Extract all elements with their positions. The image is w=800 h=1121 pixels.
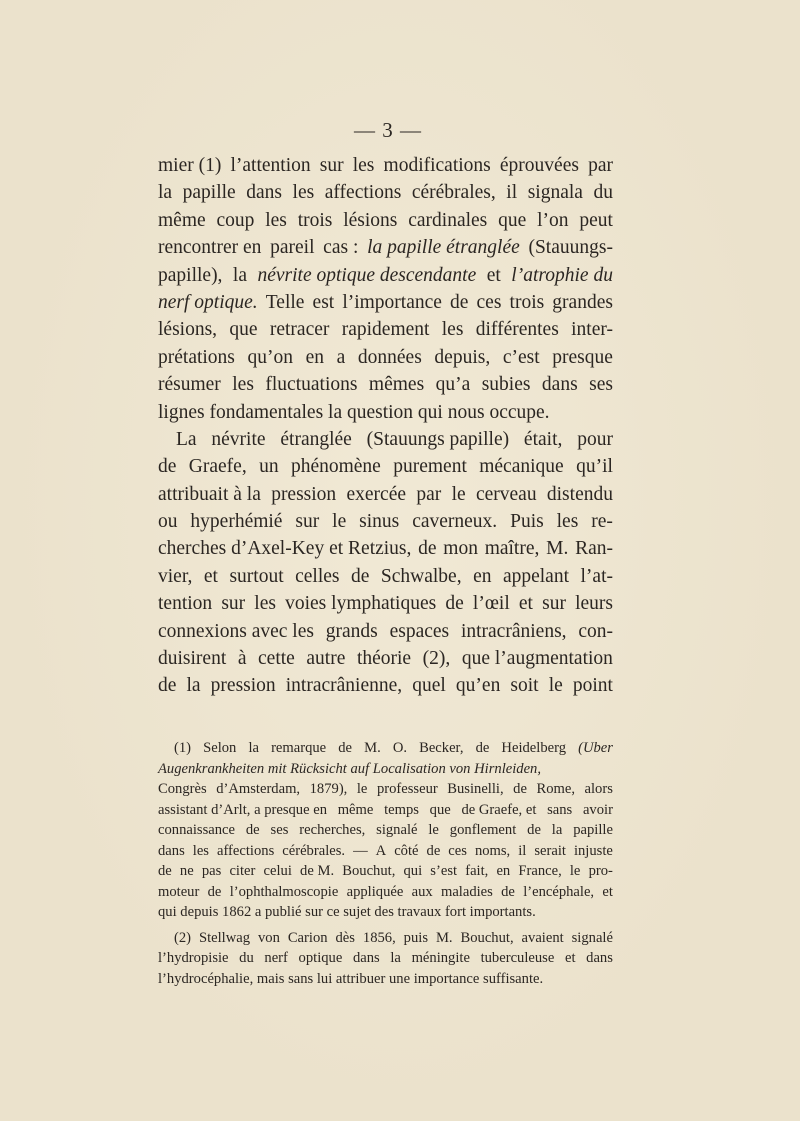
word: soit (510, 675, 539, 697)
word: — (353, 842, 368, 859)
word: nerf (264, 950, 288, 966)
word: nerf optique. (158, 291, 258, 313)
word: coup (216, 209, 255, 231)
text-line (158, 234, 613, 261)
word: phénomène (290, 456, 381, 478)
word: par (416, 483, 442, 505)
word: fluctuations (265, 374, 358, 396)
word: Ran- (575, 538, 613, 560)
text-line (158, 645, 613, 672)
word: et (203, 565, 218, 587)
word: professeur (376, 781, 438, 797)
word: (2), (422, 648, 451, 670)
word: les (254, 593, 276, 615)
text-line (158, 508, 613, 535)
word: a (336, 346, 346, 368)
footnotes-block (158, 738, 613, 989)
word: (2) (174, 929, 192, 946)
word: signalé (571, 929, 613, 946)
word: données (357, 346, 422, 368)
text-line (158, 453, 613, 480)
page-number: — 3 — (354, 118, 422, 142)
word: par (588, 155, 613, 176)
word: re- (591, 511, 613, 533)
word: aux (411, 883, 433, 900)
text-line (158, 618, 613, 645)
word: mêmes (368, 374, 425, 396)
word: que (429, 801, 451, 818)
word: surtout (229, 565, 284, 587)
word: l’on (537, 209, 569, 231)
word: gonflement (449, 822, 517, 838)
word: moteur (158, 883, 200, 900)
word: de (445, 593, 464, 615)
footnote-line (158, 738, 613, 759)
footnote-line (158, 882, 613, 903)
word: rencontrer en (158, 237, 262, 259)
word: les (292, 182, 315, 204)
word: est (312, 291, 335, 313)
word: qu’on (247, 346, 294, 368)
word: assistant d’Arlt, a presque en (158, 801, 327, 818)
word: ses (589, 374, 613, 396)
word: (Stauungs papille) (366, 428, 510, 450)
word: dans (586, 950, 613, 966)
word: La (176, 428, 197, 450)
word: pression (271, 483, 337, 505)
word: point (572, 675, 613, 697)
word: que (498, 209, 527, 231)
word: (1) (174, 740, 192, 756)
word: de (351, 565, 370, 587)
text-line (158, 563, 613, 590)
word: l’atrophie du (511, 264, 613, 286)
word: A (375, 842, 387, 859)
word: Graefe, (188, 456, 247, 478)
word: Puis (510, 511, 544, 533)
word: cérébrales, (411, 182, 496, 204)
word: l’hydropisie (158, 950, 229, 966)
footnote-line (158, 800, 613, 821)
word: ne (179, 863, 194, 879)
word: papille (182, 182, 236, 204)
word: intracrâniens, (460, 620, 567, 642)
word: de (245, 822, 260, 838)
word: d’Amsterdam, (216, 781, 301, 797)
word: affections (324, 182, 402, 204)
word: intracrânienne, (285, 675, 403, 697)
word: sur (542, 593, 566, 615)
word: puis (403, 929, 428, 946)
word: espaces (389, 620, 450, 642)
text-line (158, 535, 613, 562)
word: 1856, (362, 929, 396, 946)
word: signala (527, 182, 583, 204)
word: modifications (383, 155, 491, 176)
word: lésions, (158, 319, 218, 341)
word: connexions avec les (158, 620, 314, 642)
word: dans (352, 950, 380, 966)
word: dans (246, 182, 282, 204)
footnote-line (158, 820, 613, 841)
word: distendu (546, 483, 613, 505)
word: (Stauungs- (528, 237, 613, 259)
word: presque (552, 346, 613, 368)
word: papille (573, 822, 613, 838)
footnote-2 (158, 928, 613, 990)
word: avoir (582, 801, 613, 818)
word: de (158, 456, 177, 478)
word: qui depuis 1862 a publié sur ce sujet des travaux fort importants. (158, 904, 536, 920)
word: mon (443, 538, 478, 560)
word: dès (335, 929, 355, 946)
word: appliquée (346, 883, 404, 900)
word: 1879), (309, 781, 348, 797)
word: les (265, 209, 287, 231)
word: rapidement (341, 319, 430, 341)
footnote-line (158, 969, 613, 990)
text-line (158, 179, 613, 206)
word: cherches d’Axel-Key et Retzius, (158, 538, 412, 560)
word: exercée (346, 483, 407, 505)
word: du (239, 950, 254, 966)
word: Rome, (536, 781, 575, 797)
word: qu’en (455, 675, 501, 697)
word: ses (270, 822, 289, 838)
word: et (602, 883, 613, 900)
word: que (229, 319, 258, 341)
text-line (158, 262, 613, 289)
word: cérébrales. (282, 842, 346, 859)
footnote-line (158, 759, 613, 780)
word: depuis, (434, 346, 491, 368)
word: en (473, 565, 492, 587)
word: prétations (158, 346, 235, 368)
word: Selon (203, 740, 237, 756)
word: s’est (430, 863, 458, 879)
word: résumer (158, 374, 221, 396)
word: l’hydrocéphalie, mais sans lui attribuer une importance suffisante. (158, 970, 544, 987)
word: remarque (271, 740, 327, 756)
word: sans (547, 801, 573, 818)
word: qui (403, 863, 423, 879)
word: celui (263, 863, 292, 879)
word: avaient (521, 929, 564, 946)
word: le (548, 675, 563, 697)
word: cas : (323, 237, 359, 259)
text-line (158, 399, 613, 426)
word: éprouvées (499, 155, 579, 176)
word: que l’augmentation (461, 648, 613, 670)
word: la (248, 740, 259, 756)
word: était, (523, 428, 563, 450)
word: (Uber (578, 740, 613, 756)
text-line (158, 426, 613, 453)
footnote-line (158, 861, 613, 882)
footnote-line (158, 948, 613, 969)
word: fait, (465, 863, 489, 879)
word: les (352, 155, 375, 176)
main-text-block (158, 152, 613, 700)
word: injuste (573, 842, 613, 859)
word: vier, (158, 565, 193, 587)
word: le (569, 863, 581, 879)
word: Stellwag (198, 929, 251, 946)
word: alors (584, 781, 613, 797)
word: Heidelberg (501, 740, 566, 756)
word: pour (577, 428, 613, 450)
word: qu’a (435, 374, 471, 396)
word: connaissance (158, 822, 235, 838)
word: Bouchut, (460, 929, 514, 946)
word: dans (158, 842, 185, 859)
footnote-line (158, 902, 613, 923)
word: Carion (287, 929, 328, 946)
word: il (518, 842, 527, 859)
word: sur (295, 511, 320, 533)
word: voies lymphatiques (285, 593, 437, 615)
word: le (451, 483, 466, 505)
text-line (158, 289, 613, 316)
word: tuberculeuse (480, 950, 555, 966)
word: un (259, 456, 279, 478)
text-line (158, 207, 613, 234)
word: de (426, 842, 441, 859)
word: duisirent (158, 648, 227, 670)
word: peut (579, 209, 613, 231)
word: c’est (502, 346, 540, 368)
word: ces (448, 842, 467, 859)
word: névrite (211, 428, 266, 450)
word: les (441, 319, 464, 341)
word: de (475, 740, 490, 756)
word: von (257, 929, 280, 946)
word: tention (158, 593, 213, 615)
word: trois (297, 209, 333, 231)
word: maître, (484, 538, 540, 560)
word: quel (412, 675, 446, 697)
word: le (428, 822, 439, 838)
word: à (237, 648, 247, 670)
word: pro- (588, 863, 613, 879)
word: l’œil (472, 593, 510, 615)
word: Bouchut, (342, 863, 396, 879)
word: grands (325, 620, 378, 642)
word: optique (298, 950, 343, 966)
word: la (232, 264, 247, 286)
word: de Graefe, et (461, 801, 537, 818)
word: Becker, (419, 740, 464, 756)
word: cerveau (475, 483, 537, 505)
word: subies (481, 374, 531, 396)
word: les (232, 374, 254, 396)
word: qu’il (576, 456, 613, 478)
word: même (158, 209, 206, 231)
word: le (332, 511, 347, 533)
word: attribuait à la (158, 483, 261, 505)
word: caverneux. (412, 511, 498, 533)
word: sinus (359, 511, 400, 533)
word: les (556, 511, 579, 533)
word: sur (319, 155, 344, 176)
word: différentes (475, 319, 559, 341)
word: celles (295, 565, 340, 587)
word: l’ophthalmoscopie (229, 883, 339, 900)
text-line (158, 590, 613, 617)
word: cette (258, 648, 295, 670)
word: pas (201, 863, 222, 879)
word: M. (435, 929, 453, 946)
word: de M. (300, 863, 335, 879)
word: con- (578, 620, 613, 642)
word: l’at- (580, 565, 613, 587)
text-line (158, 371, 613, 398)
word: sur (221, 593, 246, 615)
word: Augenkrankheiten mit Rücksicht auf Localisation von Hirnleiden, (158, 760, 542, 777)
word: et (564, 950, 576, 966)
text-line (158, 344, 613, 371)
word: papille), (158, 264, 223, 286)
text-line (158, 152, 613, 179)
footnote-1 (158, 738, 613, 923)
footnote-line (158, 928, 613, 949)
text-line (158, 672, 613, 699)
word: le (356, 781, 368, 797)
word: Congrès (158, 781, 207, 797)
word: en (305, 346, 325, 368)
word: serait (534, 842, 566, 859)
word: affections (216, 842, 275, 859)
word: pression (210, 675, 276, 697)
word: hyperhémié (190, 511, 283, 533)
word: cardinales (408, 209, 488, 231)
word: mier (1) (158, 155, 222, 176)
word: les (192, 842, 209, 859)
word: de (527, 822, 541, 838)
word: ces (476, 291, 502, 313)
word: Schwalbe, (380, 565, 462, 587)
word: de (158, 863, 172, 879)
word: en (496, 863, 511, 879)
word: l’encéphale, (523, 883, 595, 900)
word: leurs (575, 593, 613, 615)
word: théorie (356, 648, 412, 670)
word: de (501, 883, 515, 900)
word: retracer (269, 319, 330, 341)
word: et (486, 264, 501, 286)
word: même (337, 801, 374, 818)
word: de (207, 883, 222, 900)
word: étranglée (280, 428, 352, 450)
word: temps (384, 801, 419, 818)
word: M. (546, 538, 569, 560)
word: M. (364, 740, 381, 756)
word: France, (518, 863, 562, 879)
word: et (518, 593, 533, 615)
word: il (506, 182, 518, 204)
word: la (551, 822, 563, 838)
word: la (186, 675, 201, 697)
word: maladies (440, 883, 493, 900)
word: de (418, 538, 437, 560)
word: mécanique (479, 456, 564, 478)
word: O. (392, 740, 408, 756)
word: autre (306, 648, 346, 670)
word: de (158, 675, 177, 697)
word: de (513, 781, 527, 797)
word: inter- (571, 319, 613, 341)
word: de (338, 740, 353, 756)
word: la (158, 182, 173, 204)
word: noms, (474, 842, 511, 859)
word: lésions (343, 209, 398, 231)
word: la papille étranglée (367, 237, 520, 259)
word: citer (229, 863, 256, 879)
footnote-line (158, 779, 613, 800)
word: la (390, 950, 401, 966)
word: recherches, (299, 822, 366, 838)
footnote-line (158, 841, 613, 862)
word: grandes (552, 291, 613, 313)
word: l’importance (342, 291, 442, 313)
word: l’attention (230, 155, 311, 176)
text-line (158, 481, 613, 508)
word: Telle (265, 291, 305, 313)
word: névrite optique descendante (257, 264, 477, 286)
word: signalé (376, 822, 418, 838)
word: ou (158, 511, 178, 533)
word: trois (509, 291, 545, 313)
word: de (450, 291, 469, 313)
word: du (593, 182, 613, 204)
word: Businelli, (447, 781, 504, 797)
word: lignes fondamentales la question qui nous occupe. (158, 401, 550, 423)
text-line (158, 316, 613, 343)
word: appelant (502, 565, 570, 587)
word: dans (541, 374, 578, 396)
word: purement (393, 456, 467, 478)
word: méningite (411, 950, 470, 966)
word: pareil (270, 237, 315, 259)
word: côté (394, 842, 419, 859)
